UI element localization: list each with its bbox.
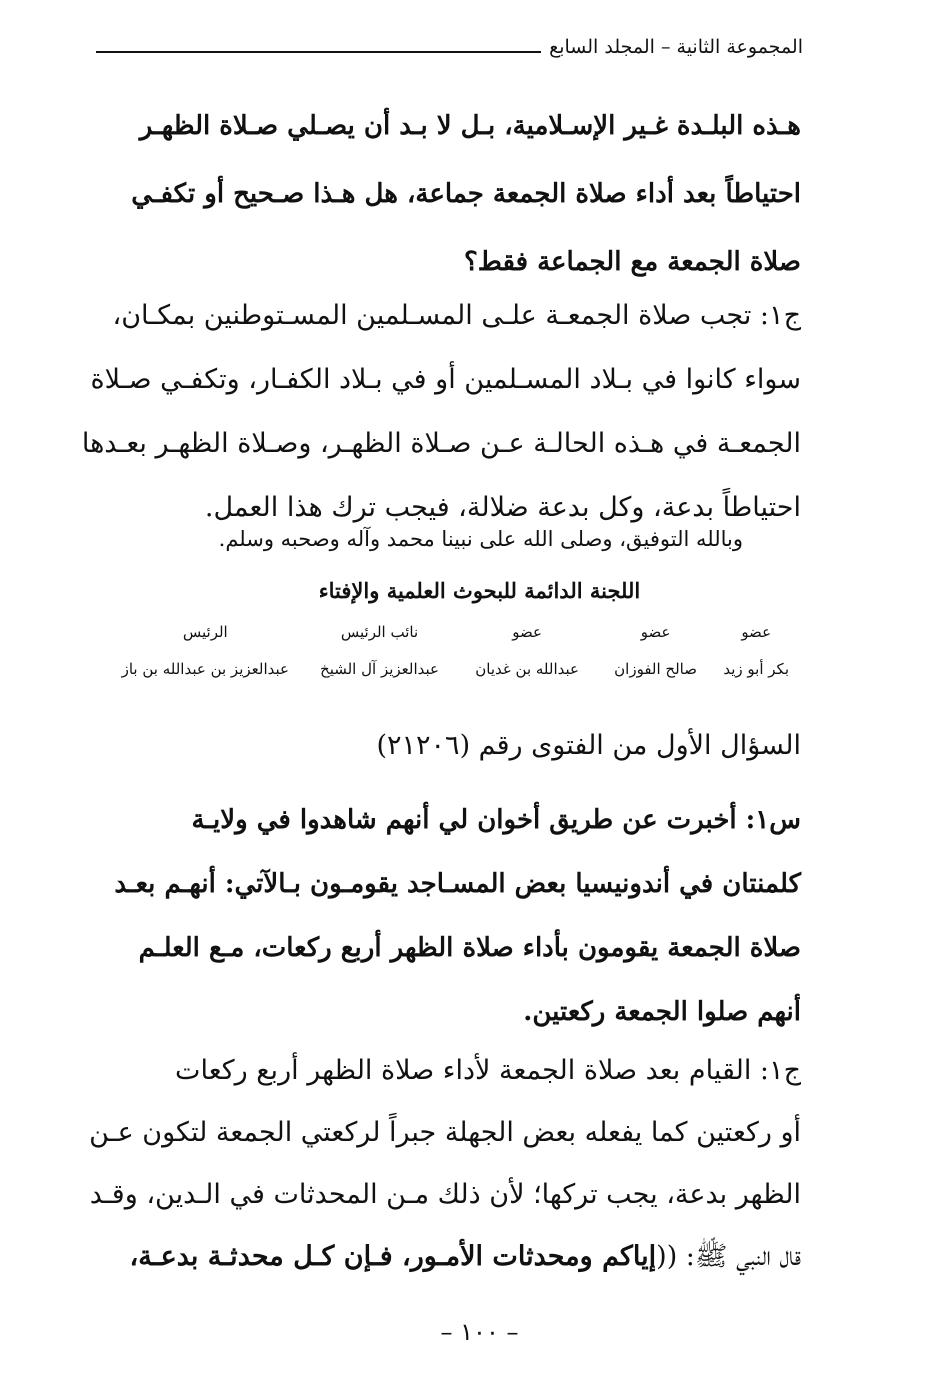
member-role: عضو (512, 623, 542, 641)
answer-line: سواء كانوا في بـلاد المسـلمين أو في بـلاد الكفـار، وتكفـي صـلاة (90, 364, 801, 395)
fatwa1-question (96, 92, 801, 296)
member-3 (475, 622, 579, 678)
question-line: احتياطاً بعد أداء صلاة الجمعة جماعة، هل هـذا صـحيح أو تكفـي (131, 179, 801, 209)
answer-last-line (96, 1226, 801, 1288)
page-number: – ١٠٠ – (440, 1318, 519, 1346)
member-4 (320, 622, 439, 678)
answer-line: احتياطاً بدعة، وكل بدعة ضلالة، فيجب ترك هذا العمل. (204, 492, 801, 523)
committee-members (118, 622, 789, 692)
question-line: صلاة الجمعة يقومون بأداء صلاة الظهر أربع ركعات، مـع العلـم (138, 933, 801, 963)
question-line: هـذه البلـدة غـير الإسـلامية، بـل لا بـد أن يصـلي صـلاة الظهـر (139, 111, 801, 141)
member-2 (614, 622, 697, 678)
member-role: عضو (741, 623, 772, 641)
committee-title: اللجنة الدائمة للبحوث العلمية والإفتاء (318, 578, 641, 603)
member-name: عبدالله بن غديان (475, 660, 579, 678)
member-name: عبدالعزيز آل الشيخ (320, 660, 439, 678)
question-line: كلمنتان في أندونيسيا بعض المسـاجد يقومـون بـالآتي: أنهـم بعـد (114, 869, 801, 899)
member-role: نائب الرئيس (340, 623, 419, 641)
member-role: عضو (640, 623, 671, 641)
hadith-quote: إياكم ومحدثات الأمـور، فـإن كـل محدثـة بدعـة، (129, 1241, 657, 1272)
quote-intro: قال النبي ﷺ: (( (656, 1241, 801, 1272)
fatwa2-answer (89, 1040, 801, 1288)
member-1 (723, 622, 789, 678)
fatwa1-answer (81, 284, 801, 540)
member-role: الرئيس (182, 623, 228, 641)
member-name: صالح الفوزان (614, 660, 697, 678)
answer-line: ج١: القيام بعد صلاة الجمعة لأداء صلاة الظهر أربع ركعات (175, 1055, 801, 1086)
question-line: صلاة الجمعة مع الجماعة فقط؟ (463, 247, 801, 277)
header-rule (96, 51, 541, 53)
closing-formula: وبالله التوفيق، وصلى الله على نبينا محمد وآله وصحبه وسلم. (218, 527, 743, 551)
question-line: س١: أخبرت عن طريق أخوان لي أنهم شاهدوا في ولايـة (191, 805, 801, 835)
question-line: أنهم صلوا الجمعة ركعتين. (523, 997, 801, 1027)
answer-line: الظهر بدعة، يجب تركها؛ لأن ذلك مـن المحدثات في الـدين، وقـد (89, 1179, 801, 1210)
answer-line: أو ركعتين كما يفعله بعض الجهلة جبراً لركعتي الجمعة لتكون عـن (89, 1117, 801, 1148)
answer-line: ج١: تجب صلاة الجمعـة علـى المسـلمين المسـتوطنين بمكـان، (112, 300, 801, 331)
fatwa2-heading: السؤال الأول من الفتوى رقم (٢١٢٠٦) (376, 730, 801, 761)
answer-line: الجمعـة في هـذه الحالـة عـن صـلاة الظهـر، وصـلاة الظهـر بعـدها (81, 428, 801, 459)
member-5 (122, 622, 289, 678)
fatwa2-question (96, 788, 801, 1044)
running-title: المجموعة الثانية – المجلد السابع (549, 36, 803, 58)
running-header (96, 36, 803, 58)
member-name: بكر أبو زيد (723, 660, 789, 678)
member-name: عبدالعزيز بن عبدالله بن باز (121, 660, 289, 678)
